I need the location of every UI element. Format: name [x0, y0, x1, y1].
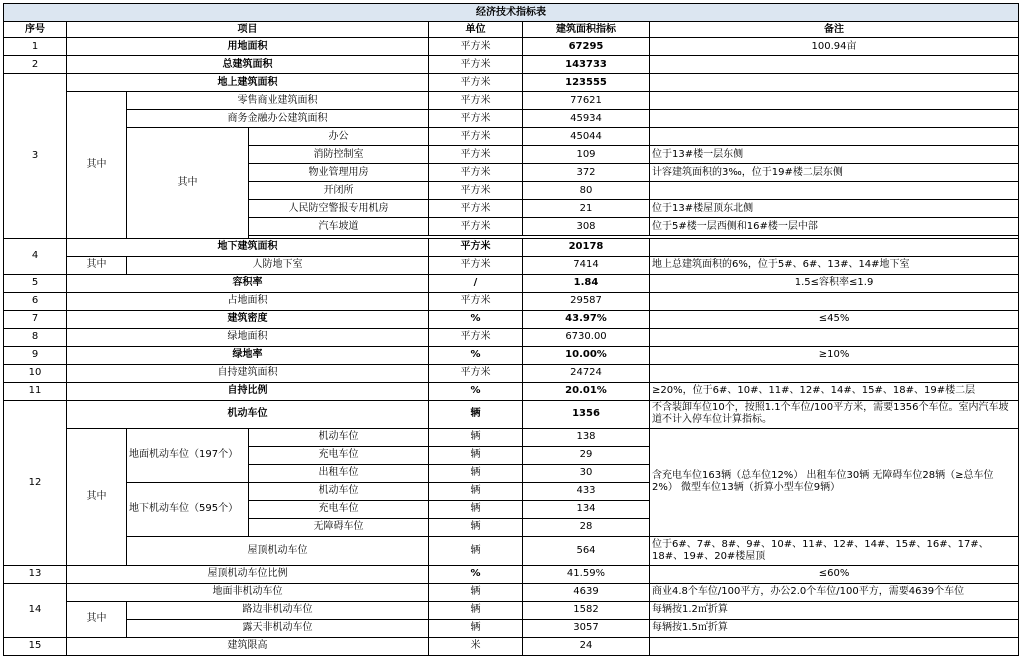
row-item: 地上建筑面积: [67, 74, 429, 92]
table-title: 经济技术指标表: [4, 4, 1019, 22]
row-note: [650, 110, 1019, 128]
row-item: 建筑密度: [67, 310, 429, 328]
row-item: 自持建筑面积: [67, 364, 429, 382]
row-unit: %: [429, 310, 523, 328]
row-no: 12: [4, 400, 67, 565]
row-value: 564: [523, 536, 650, 565]
row-note: 每辆按1.2㎡折算: [650, 601, 1019, 619]
qizhong-label: 其中: [67, 601, 127, 637]
row-value: 20178: [523, 238, 650, 256]
row-unit: 平方米: [429, 146, 523, 164]
row-value: 433: [523, 482, 650, 500]
row-unit: 平方米: [429, 74, 523, 92]
row-item: 人防地下室: [127, 256, 429, 274]
row-value: 80: [523, 182, 650, 200]
row-no: 5: [4, 274, 67, 292]
row-value: 20.01%: [523, 382, 650, 400]
row-value: 138: [523, 428, 650, 446]
row-unit: %: [429, 346, 523, 364]
ground-parking-label: 地面机动车位（197个）: [127, 428, 249, 482]
row-item: 商务金融办公建筑面积: [127, 110, 429, 128]
table-row: [4, 92, 1019, 110]
row-note: [650, 328, 1019, 346]
header-row: [4, 22, 1019, 38]
row-unit: /: [429, 274, 523, 292]
row-value: 4639: [523, 583, 650, 601]
table-row: [4, 274, 1019, 292]
row-note: ≤60%: [650, 565, 1019, 583]
row-note: 每辆按1.5㎡折算: [650, 619, 1019, 637]
row-unit: 平方米: [429, 292, 523, 310]
row-unit: 平方米: [429, 110, 523, 128]
row-value: 3057: [523, 619, 650, 637]
row-note: 地上总建筑面积的6%，位于5#、6#、13#、14#地下室: [650, 256, 1019, 274]
row-item: 机动车位: [67, 400, 429, 428]
table-row: [4, 619, 1019, 637]
row-value: 123555: [523, 74, 650, 92]
row-value: 77621: [523, 92, 650, 110]
row-value: 43.97%: [523, 310, 650, 328]
row-unit: 米: [429, 637, 523, 655]
row-item: 露天非机动车位: [127, 619, 429, 637]
qizhong-label: 其中: [127, 128, 249, 239]
row-value: 372: [523, 164, 650, 182]
row-no: 1: [4, 38, 67, 56]
row-item: 开闭所: [249, 182, 429, 200]
row-unit: 平方米: [429, 328, 523, 346]
table-row: [4, 74, 1019, 92]
row-no: 4: [4, 238, 67, 274]
table-row: [4, 256, 1019, 274]
row-unit: 辆: [429, 518, 523, 536]
underground-parking-label: 地下机动车位（595个）: [127, 482, 249, 536]
row-value: 29: [523, 446, 650, 464]
row-item: 占地面积: [67, 292, 429, 310]
table-row: [4, 364, 1019, 382]
row-note: [650, 92, 1019, 110]
row-no: 8: [4, 328, 67, 346]
row-note: ≥20%，位于6#、10#、11#、12#、14#、15#、18#、19#楼二层: [650, 382, 1019, 400]
row-unit: 平方米: [429, 56, 523, 74]
row-unit: 平方米: [429, 200, 523, 218]
row-note: ≤45%: [650, 310, 1019, 328]
row-no: 6: [4, 292, 67, 310]
row-value: 308: [523, 218, 650, 236]
row-item: 零售商业建筑面积: [127, 92, 429, 110]
row-note: [650, 182, 1019, 200]
row-unit: 辆: [429, 400, 523, 428]
row-no: 14: [4, 583, 67, 637]
row-note: [650, 637, 1019, 655]
row-no: 2: [4, 56, 67, 74]
row-unit: 平方米: [429, 164, 523, 182]
row-item: 容积率: [67, 274, 429, 292]
row-item: 机动车位: [249, 482, 429, 500]
table-row: [4, 428, 1019, 446]
row-no: 11: [4, 382, 67, 400]
header-no: 序号: [4, 22, 67, 38]
row-unit: 平方米: [429, 128, 523, 146]
row-unit: 平方米: [429, 38, 523, 56]
row-note: 位于13#楼一层东侧: [650, 146, 1019, 164]
row-no: 13: [4, 565, 67, 583]
row-note: [650, 56, 1019, 74]
table-row: [4, 346, 1019, 364]
row-unit: 平方米: [429, 238, 523, 256]
row-item: 无障碍车位: [249, 518, 429, 536]
header-unit: 单位: [429, 22, 523, 38]
row-value: 28: [523, 518, 650, 536]
header-note: 备注: [650, 22, 1019, 38]
row-value: 41.59%: [523, 565, 650, 583]
row-item: 屋顶机动车位比例: [67, 565, 429, 583]
row-value: 143733: [523, 56, 650, 74]
title-row: [4, 4, 1019, 22]
table-row: [4, 583, 1019, 601]
row-item: 用地面积: [67, 38, 429, 56]
row-unit: 辆: [429, 583, 523, 601]
row-item: 汽车坡道: [249, 218, 429, 236]
row-value: 109: [523, 146, 650, 164]
row-unit: %: [429, 565, 523, 583]
row-item: 绿地率: [67, 346, 429, 364]
row-value: 24: [523, 637, 650, 655]
row-unit: 辆: [429, 446, 523, 464]
row-item: 消防控制室: [249, 146, 429, 164]
table-row: [4, 128, 1019, 146]
row-unit: %: [429, 382, 523, 400]
table-row: [4, 238, 1019, 256]
row-unit: 辆: [429, 464, 523, 482]
indicator-table: [3, 3, 1019, 656]
table-row: [4, 292, 1019, 310]
row-unit: 辆: [429, 500, 523, 518]
row-no: 3: [4, 74, 67, 239]
row-note: ≥10%: [650, 346, 1019, 364]
row-unit: 平方米: [429, 256, 523, 274]
row-item: 办公: [249, 128, 429, 146]
row-unit: 平方米: [429, 364, 523, 382]
row-item: 路边非机动车位: [127, 601, 429, 619]
row-unit: 平方米: [429, 218, 523, 236]
row-item: 总建筑面积: [67, 56, 429, 74]
row-note: 位于6#、7#、8#、9#、10#、11#、12#、14#、15#、16#、17#、18#、19#、20#楼屋顶: [650, 536, 1019, 565]
row-value: 29587: [523, 292, 650, 310]
table-row: [4, 565, 1019, 583]
row-value: 134: [523, 500, 650, 518]
row-unit: 辆: [429, 428, 523, 446]
row-note: 计容建筑面积的3‰，位于19#楼二层东侧: [650, 164, 1019, 182]
row-no: 10: [4, 364, 67, 382]
row-value: 1582: [523, 601, 650, 619]
row-no: 9: [4, 346, 67, 364]
row-value: 45934: [523, 110, 650, 128]
row-note: [650, 74, 1019, 92]
row-unit: 辆: [429, 482, 523, 500]
row-unit: 平方米: [429, 92, 523, 110]
row-note: 位于13#楼屋顶东北侧: [650, 200, 1019, 218]
row-item: 充电车位: [249, 500, 429, 518]
table-row: [4, 536, 1019, 565]
table-row: [4, 110, 1019, 128]
qizhong-label: 其中: [67, 428, 127, 565]
row-item: 充电车位: [249, 446, 429, 464]
row-value: 67295: [523, 38, 650, 56]
row-item: 屋顶机动车位: [127, 536, 429, 565]
row-unit: 辆: [429, 601, 523, 619]
table-row: [4, 601, 1019, 619]
table-row: [4, 310, 1019, 328]
row-note: 100.94亩: [650, 38, 1019, 56]
row-item: 绿地面积: [67, 328, 429, 346]
table-row: [4, 56, 1019, 74]
row-value: 30: [523, 464, 650, 482]
row-unit: 平方米: [429, 182, 523, 200]
row-note: [650, 238, 1019, 256]
header-item: 项目: [67, 22, 429, 38]
table-row: [4, 328, 1019, 346]
row-value: 1356: [523, 400, 650, 428]
qizhong-label: 其中: [67, 256, 127, 274]
parking-note: 含充电车位163辆（总车位12%） 出租车位30辆 无障碍车位28辆（≥总车位2%） 微型车位13辆（折算小型车位9辆）: [650, 428, 1019, 536]
row-item: 建筑限高: [67, 637, 429, 655]
row-note: 1.5≤容积率≤1.9: [650, 274, 1019, 292]
row-item: 地下建筑面积: [67, 238, 429, 256]
table-row: [4, 38, 1019, 56]
row-unit: 辆: [429, 536, 523, 565]
row-value: 45044: [523, 128, 650, 146]
table-row: [4, 637, 1019, 655]
row-item: 人民防空警报专用机房: [249, 200, 429, 218]
row-item: 地面非机动车位: [67, 583, 429, 601]
row-note: 位于5#楼一层西侧和16#楼一层中部: [650, 218, 1019, 236]
row-note: 商业4.8个车位/100平方，办公2.0个车位/100平方，需要4639个车位: [650, 583, 1019, 601]
table-row: [4, 400, 1019, 428]
header-area: 建筑面积指标: [523, 22, 650, 38]
row-note: 不含装卸车位10个，按照1.1个车位/100平方米，需要1356个车位。室内汽车坡道不计入停车位计算指标。: [650, 400, 1019, 428]
row-item: 出租车位: [249, 464, 429, 482]
row-item: 机动车位: [249, 428, 429, 446]
table-row: [4, 382, 1019, 400]
row-value: 7414: [523, 256, 650, 274]
row-item: 物业管理用房: [249, 164, 429, 182]
row-note: [650, 292, 1019, 310]
row-no: 15: [4, 637, 67, 655]
row-value: 1.84: [523, 274, 650, 292]
row-value: 21: [523, 200, 650, 218]
row-note: [650, 128, 1019, 146]
row-item: 自持比例: [67, 382, 429, 400]
row-value: 10.00%: [523, 346, 650, 364]
row-value: 6730.00: [523, 328, 650, 346]
row-value: 24724: [523, 364, 650, 382]
row-unit: 辆: [429, 619, 523, 637]
qizhong-label: 其中: [67, 92, 127, 239]
row-note: [650, 364, 1019, 382]
row-no: 7: [4, 310, 67, 328]
